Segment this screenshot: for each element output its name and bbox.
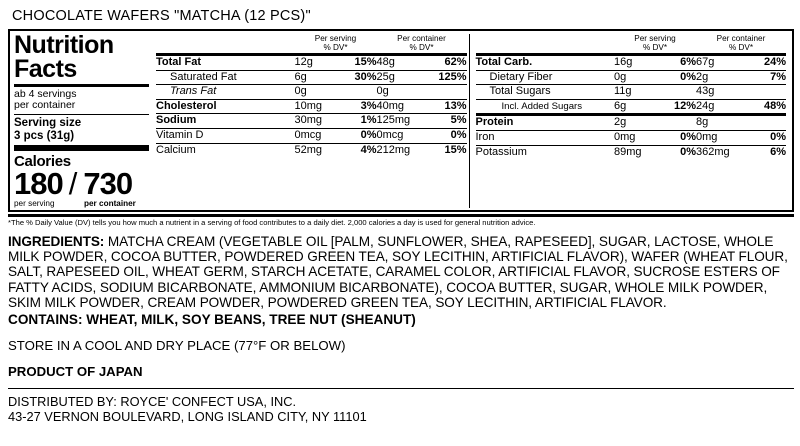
table-row: Trans Fat 0g 0g [156,85,467,100]
ingredients-heading: INGREDIENTS: [8,233,105,249]
calories-label: Calories [14,153,71,171]
storage-instructions: STORE IN A COOL AND DRY PLACE (77°F OR BELOW) [8,337,346,353]
serving-size-label: Serving size [14,117,82,129]
calories-per-container-value: 730 [83,166,133,202]
distributor-address: 43-27 VERNON BOULEVARD, LONG ISLAND CITY, NY 11101 [8,408,367,424]
header-spacer [476,34,615,55]
table-row: Vitamin D 0mcg 0% 0mcg 0% [156,128,467,143]
divider-above-distributor [8,388,794,389]
calories-separator: / [68,166,78,202]
nutrition-facts-panel [8,29,794,212]
serving-size [14,117,149,143]
country-of-origin: PRODUCT OF JAPAN [8,363,143,379]
nutrient-table-2-header [476,34,787,55]
nutrient-table-1-header [156,34,467,55]
table-row: Total Carb. 16g 6% 67g 24% [476,55,787,71]
calories-sublabels [14,200,149,208]
header-spacer [156,34,295,55]
servings-per-container [14,89,149,113]
allergen-contains-statement: CONTAINS: WHEAT, MILK, SOY BEANS, TREE NUT (SHEANUT) [8,311,416,327]
header-per-container-2: Per container % DV* [716,34,766,52]
nutrition-summary-column [14,31,154,208]
table-row: Sodium 30mg 1% 125mg 5% [156,114,467,129]
table-row: Total Fat 12g 15% 48g 62% [156,55,467,71]
divider-under-title [14,84,149,87]
servings-per-container-count: ab 4 servings [14,87,77,100]
calories-per-serving-label: per serving [14,198,55,208]
page-title: CHOCOLATE WAFERS "MATCHA (12 PCS)" [12,8,311,24]
table-row: Total Sugars 11g 43g [476,85,787,100]
ingredients-text: MATCHA CREAM (VEGETABLE OIL [PALM, SUNFLOWER, SHEA, RAPESEED], SUGAR, LACTOSE, WHOLE MILK POWDER, COCOA BUTTER, POWDERED GREEN TEA, SOY LECITHIN, ARTIFICIAL FLAVOR), WAFER (WHEAT FLOUR, SALT, RAPESEED OIL, WHEAT GERM, STARCH ACETATE, CARAMEL COLOR, ARTIFICIAL FLAVOR, SUCROSE ESTERS OF FATTY ACIDS, SODIUM BICARBONATE, AMMONIUM BICARBONATE), COCOA BUTTER, SUGAR, WHOLE MILK POWDER, SKIM MILK POWDER, CREAM POWDER, POWDERED GREEN TEA, SOY LECITHIN, ARTIFICIAL FLAVOR. [8,233,788,311]
divider-under-servings [14,114,149,115]
table-row: Saturated Fat 6g 30% 25g 125% [156,70,467,85]
servings-per-container-label: per container [14,99,76,112]
table-row: Cholesterol 10mg 3% 40mg 13% [156,99,467,114]
divider-under-serving-size [14,145,149,151]
nutrition-facts-title-line1: Nutrition [14,31,114,59]
distributor-name: DISTRIBUTED BY: ROYCE' CONFECT USA, INC. [8,393,297,409]
header-per-serving-1: Per serving % DV* [314,34,357,52]
nutrient-table-2 [476,34,787,159]
nutrient-table-1 [156,34,467,157]
serving-size-value: 3 pcs (31g) [14,130,75,143]
calories-per-container-label: per container [84,198,136,208]
ingredients-block [8,234,794,311]
calories-values [14,166,149,202]
table-row: Calcium 52mg 4% 212mg 15% [156,143,467,156]
calories-per-serving-value: 180 [14,166,63,202]
nutrient-column-2 [469,34,789,208]
nutrition-facts-title-line2: Facts [14,54,77,83]
nutrient-columns [154,34,788,208]
distributor-block [8,394,794,425]
daily-value-footnote: *The % Daily Value (DV) tells you how much a nutrient in a serving of food contributes to a daily diet. 2,000 calories a day is used for general nutrition advice. [8,214,794,227]
table-row: Iron 0mg 0% 0mg 0% [476,130,787,145]
nutrition-facts-title [14,31,149,83]
table-row: Protein 2g 8g [476,115,787,131]
nutrient-column-1 [154,34,469,208]
table-row: Potassium 89mg 0% 362mg 6% [475,145,786,158]
table-row: Incl. Added Sugars 6g 12% 24g 48% [476,99,787,115]
header-per-serving-2: Per serving % DV* [634,34,676,52]
header-per-container-1: Per container % DV* [397,34,446,52]
table-row: Dietary Fiber 0g 0% 2g 7% [476,70,787,85]
